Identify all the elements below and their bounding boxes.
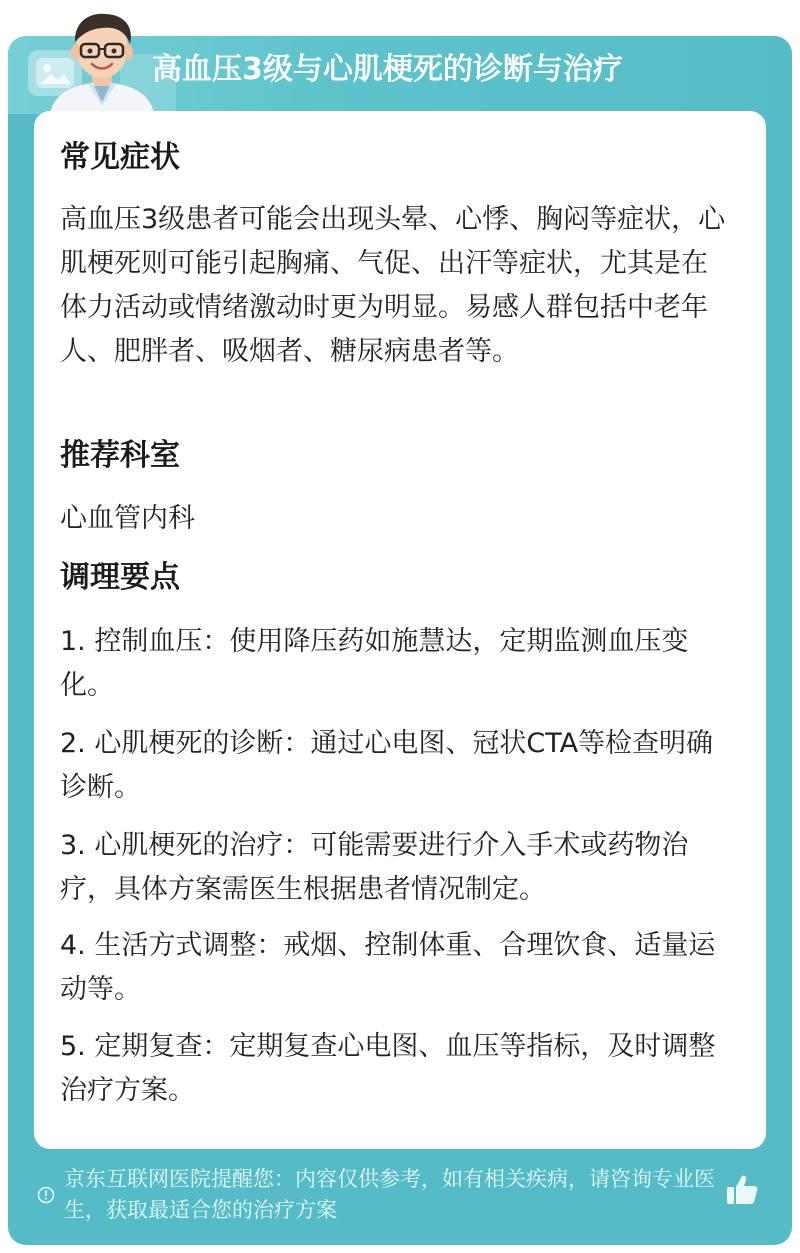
footer-disclaimer: 京东互联网医院提醒您：内容仅供参考，如有相关疾病，请咨询专业医生，获取最适合您的治疗方案 bbox=[64, 1167, 715, 1222]
care-item: 3. 心肌梗死的治疗：可能需要进行介入手术或药物治疗，具体方案需医生根据患者情况制定。 bbox=[60, 830, 689, 905]
section-title-symptoms: 常见症状 bbox=[60, 140, 180, 175]
section-title-care: 调理要点 bbox=[60, 560, 180, 595]
doctor-avatar bbox=[44, 6, 160, 114]
page-title: 高血压3级与心肌梗死的诊断与治疗 bbox=[152, 52, 623, 87]
care-item: 2. 心肌梗死的诊断：通过心电图、冠状CTA等检查明确诊断。 bbox=[60, 728, 714, 803]
thumbs-up-icon[interactable] bbox=[724, 1172, 760, 1208]
care-item: 1. 控制血压：使用降压药如施慧达，定期监测血压变化。 bbox=[60, 626, 689, 701]
care-item: 4. 生活方式调整：戒烟、控制体重、合理饮食、适量运动等。 bbox=[60, 930, 716, 1005]
info-icon bbox=[37, 1186, 55, 1204]
department-text: 心血管内科 bbox=[60, 503, 195, 534]
section-title-department: 推荐科室 bbox=[60, 438, 180, 473]
care-item: 5. 定期复查：定期复查心电图、血压等指标，及时调整治疗方案。 bbox=[60, 1031, 716, 1106]
symptoms-text: 高血压3级患者可能会出现头晕、心悸、胸闷等症状，心肌梗死则可能引起胸痛、气促、出汗等症状，尤其是在体力活动或情绪激动时更为明显。易感人群包括中老年人、肥胖者、吸烟者、糖尿病患者等。 bbox=[60, 204, 726, 367]
